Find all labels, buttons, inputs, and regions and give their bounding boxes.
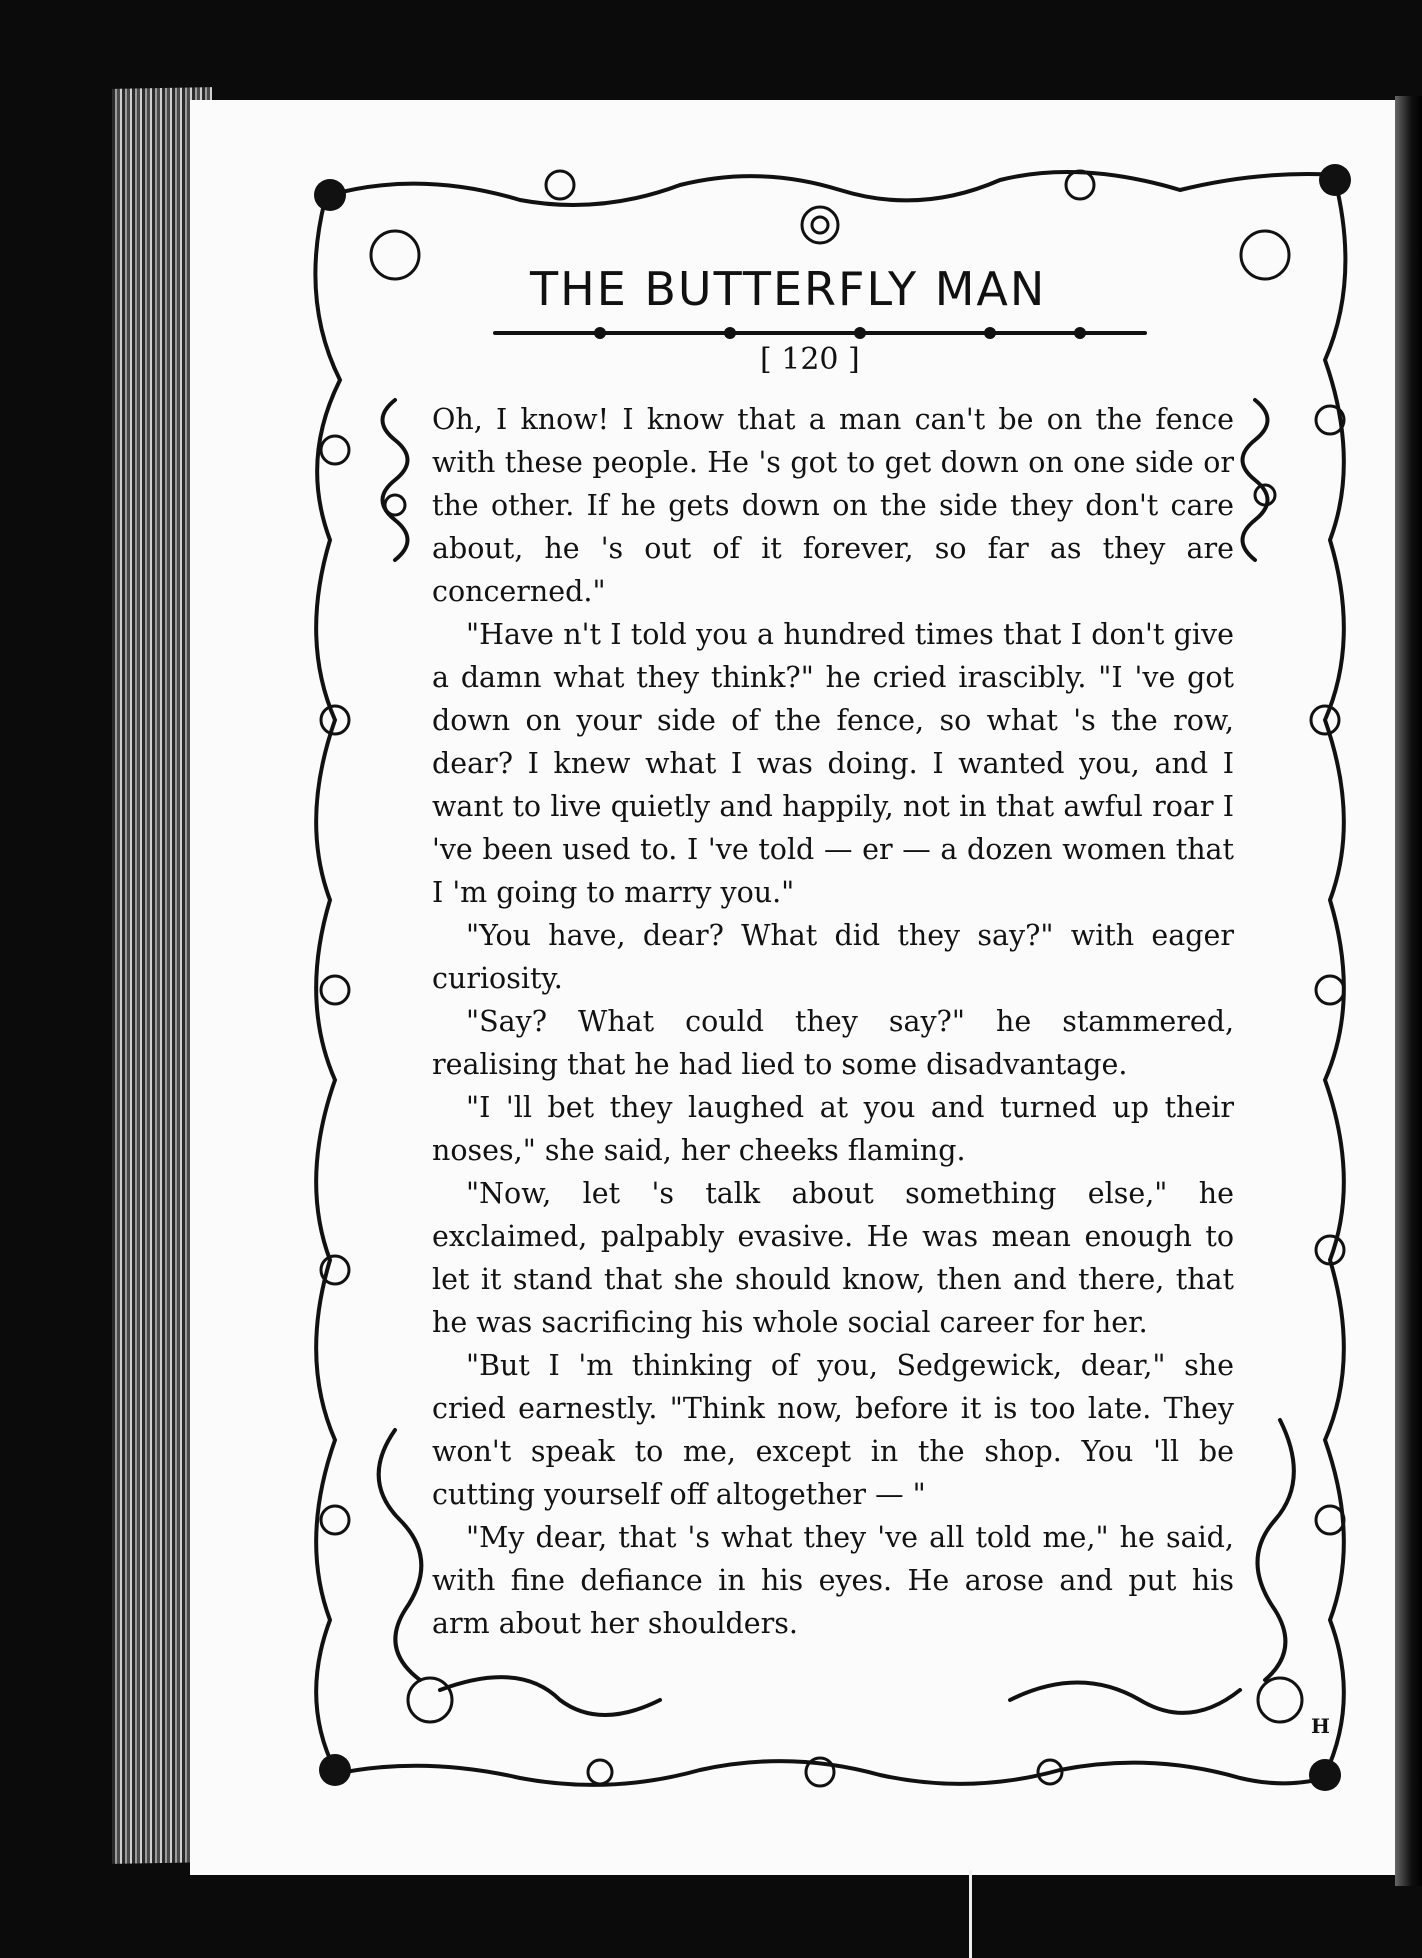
body-text bbox=[432, 398, 1234, 1645]
running-title: THE BUTTERFLY MAN bbox=[530, 262, 1047, 316]
paragraph: Oh, I know! I know that a man can't be on the fence with these people. He 's got to get down on one side or the other. If he gets down on the side they don't care about, he 's out of it forever, so far as they are concerned." bbox=[432, 403, 1234, 608]
scan-gutter-line bbox=[969, 1870, 972, 1958]
paragraph: "I 'll bet they laughed at you and turned up their noses," she said, her cheeks flaming. bbox=[432, 1091, 1234, 1167]
paragraph: "Have n't I told you a hundred times that I don't give a damn what they think?" he cried irascibly. "I 've got down on your side of the fence, so what 's the row, dear? I knew what I was doing. I wanted you, and I want to live quietly and happily, not in that awful roar I 've been used to. I 've told — er — a dozen women that I 'm going to marry you." bbox=[432, 618, 1234, 909]
paragraph: "Say? What could they say?" he stammered, realising that he had lied to some disadvantage. bbox=[432, 1005, 1234, 1081]
paragraph: "My dear, that 's what they 've all told me," he said, with fine defiance in his eyes. He arose and put his arm about her shoulders. bbox=[432, 1521, 1234, 1640]
page-number: [ 120 ] bbox=[760, 342, 860, 377]
paragraph: "You have, dear? What did they say?" with eager curiosity. bbox=[432, 919, 1234, 995]
paragraph: "But I 'm thinking of you, Sedgewick, dear," she cried earnestly. "Think now, before it is too late. They won't speak to me, except in the shop. You 'll be cutting yourself off altogether — " bbox=[432, 1349, 1234, 1511]
artist-initial: H bbox=[1311, 1714, 1330, 1738]
paragraph: "Now, let 's talk about something else," he exclaimed, palpably evasive. He was mean enough to let it stand that she should know, then and there, that he was sacrificing his whole social career for her. bbox=[432, 1177, 1234, 1339]
